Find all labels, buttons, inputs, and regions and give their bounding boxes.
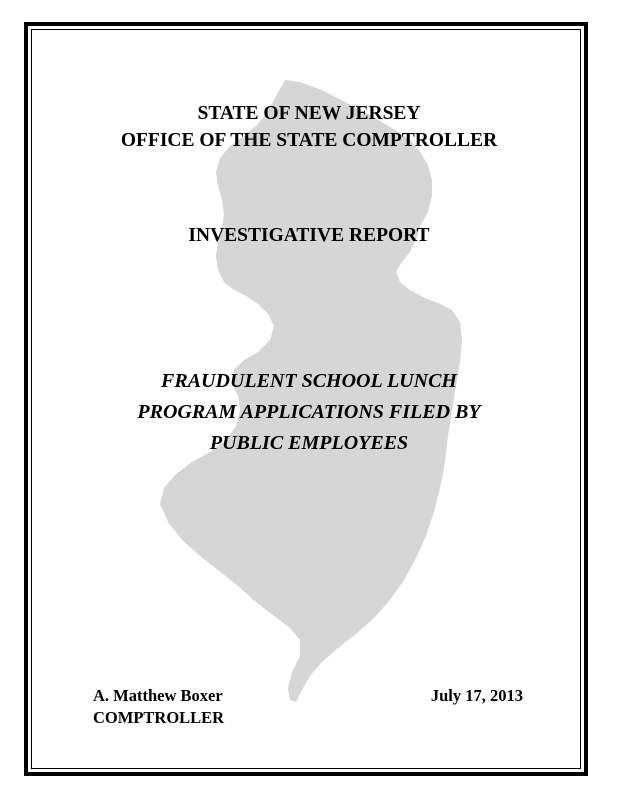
report-date: July 17, 2013 (430, 686, 523, 705)
subject-line-3: PUBLIC EMPLOYEES (209, 432, 409, 454)
signatory-title: COMPTROLLER (93, 708, 225, 727)
subject-line-2: PROGRAM APPLICATIONS FILED BY (137, 401, 481, 423)
signatory-block (93, 685, 224, 729)
signatory-name: A. Matthew Boxer (93, 686, 223, 705)
report-type-label: INVESTIGATIVE REPORT (188, 225, 430, 246)
heading-line-state: STATE OF NEW JERSEY (197, 103, 421, 124)
agency-heading (0, 100, 618, 154)
report-type (0, 222, 618, 249)
subject-line-1: FRAUDULENT SCHOOL LUNCH (161, 370, 457, 392)
heading-line-office: OFFICE OF THE STATE COMPTROLLER (120, 130, 498, 151)
report-subject (0, 366, 618, 459)
